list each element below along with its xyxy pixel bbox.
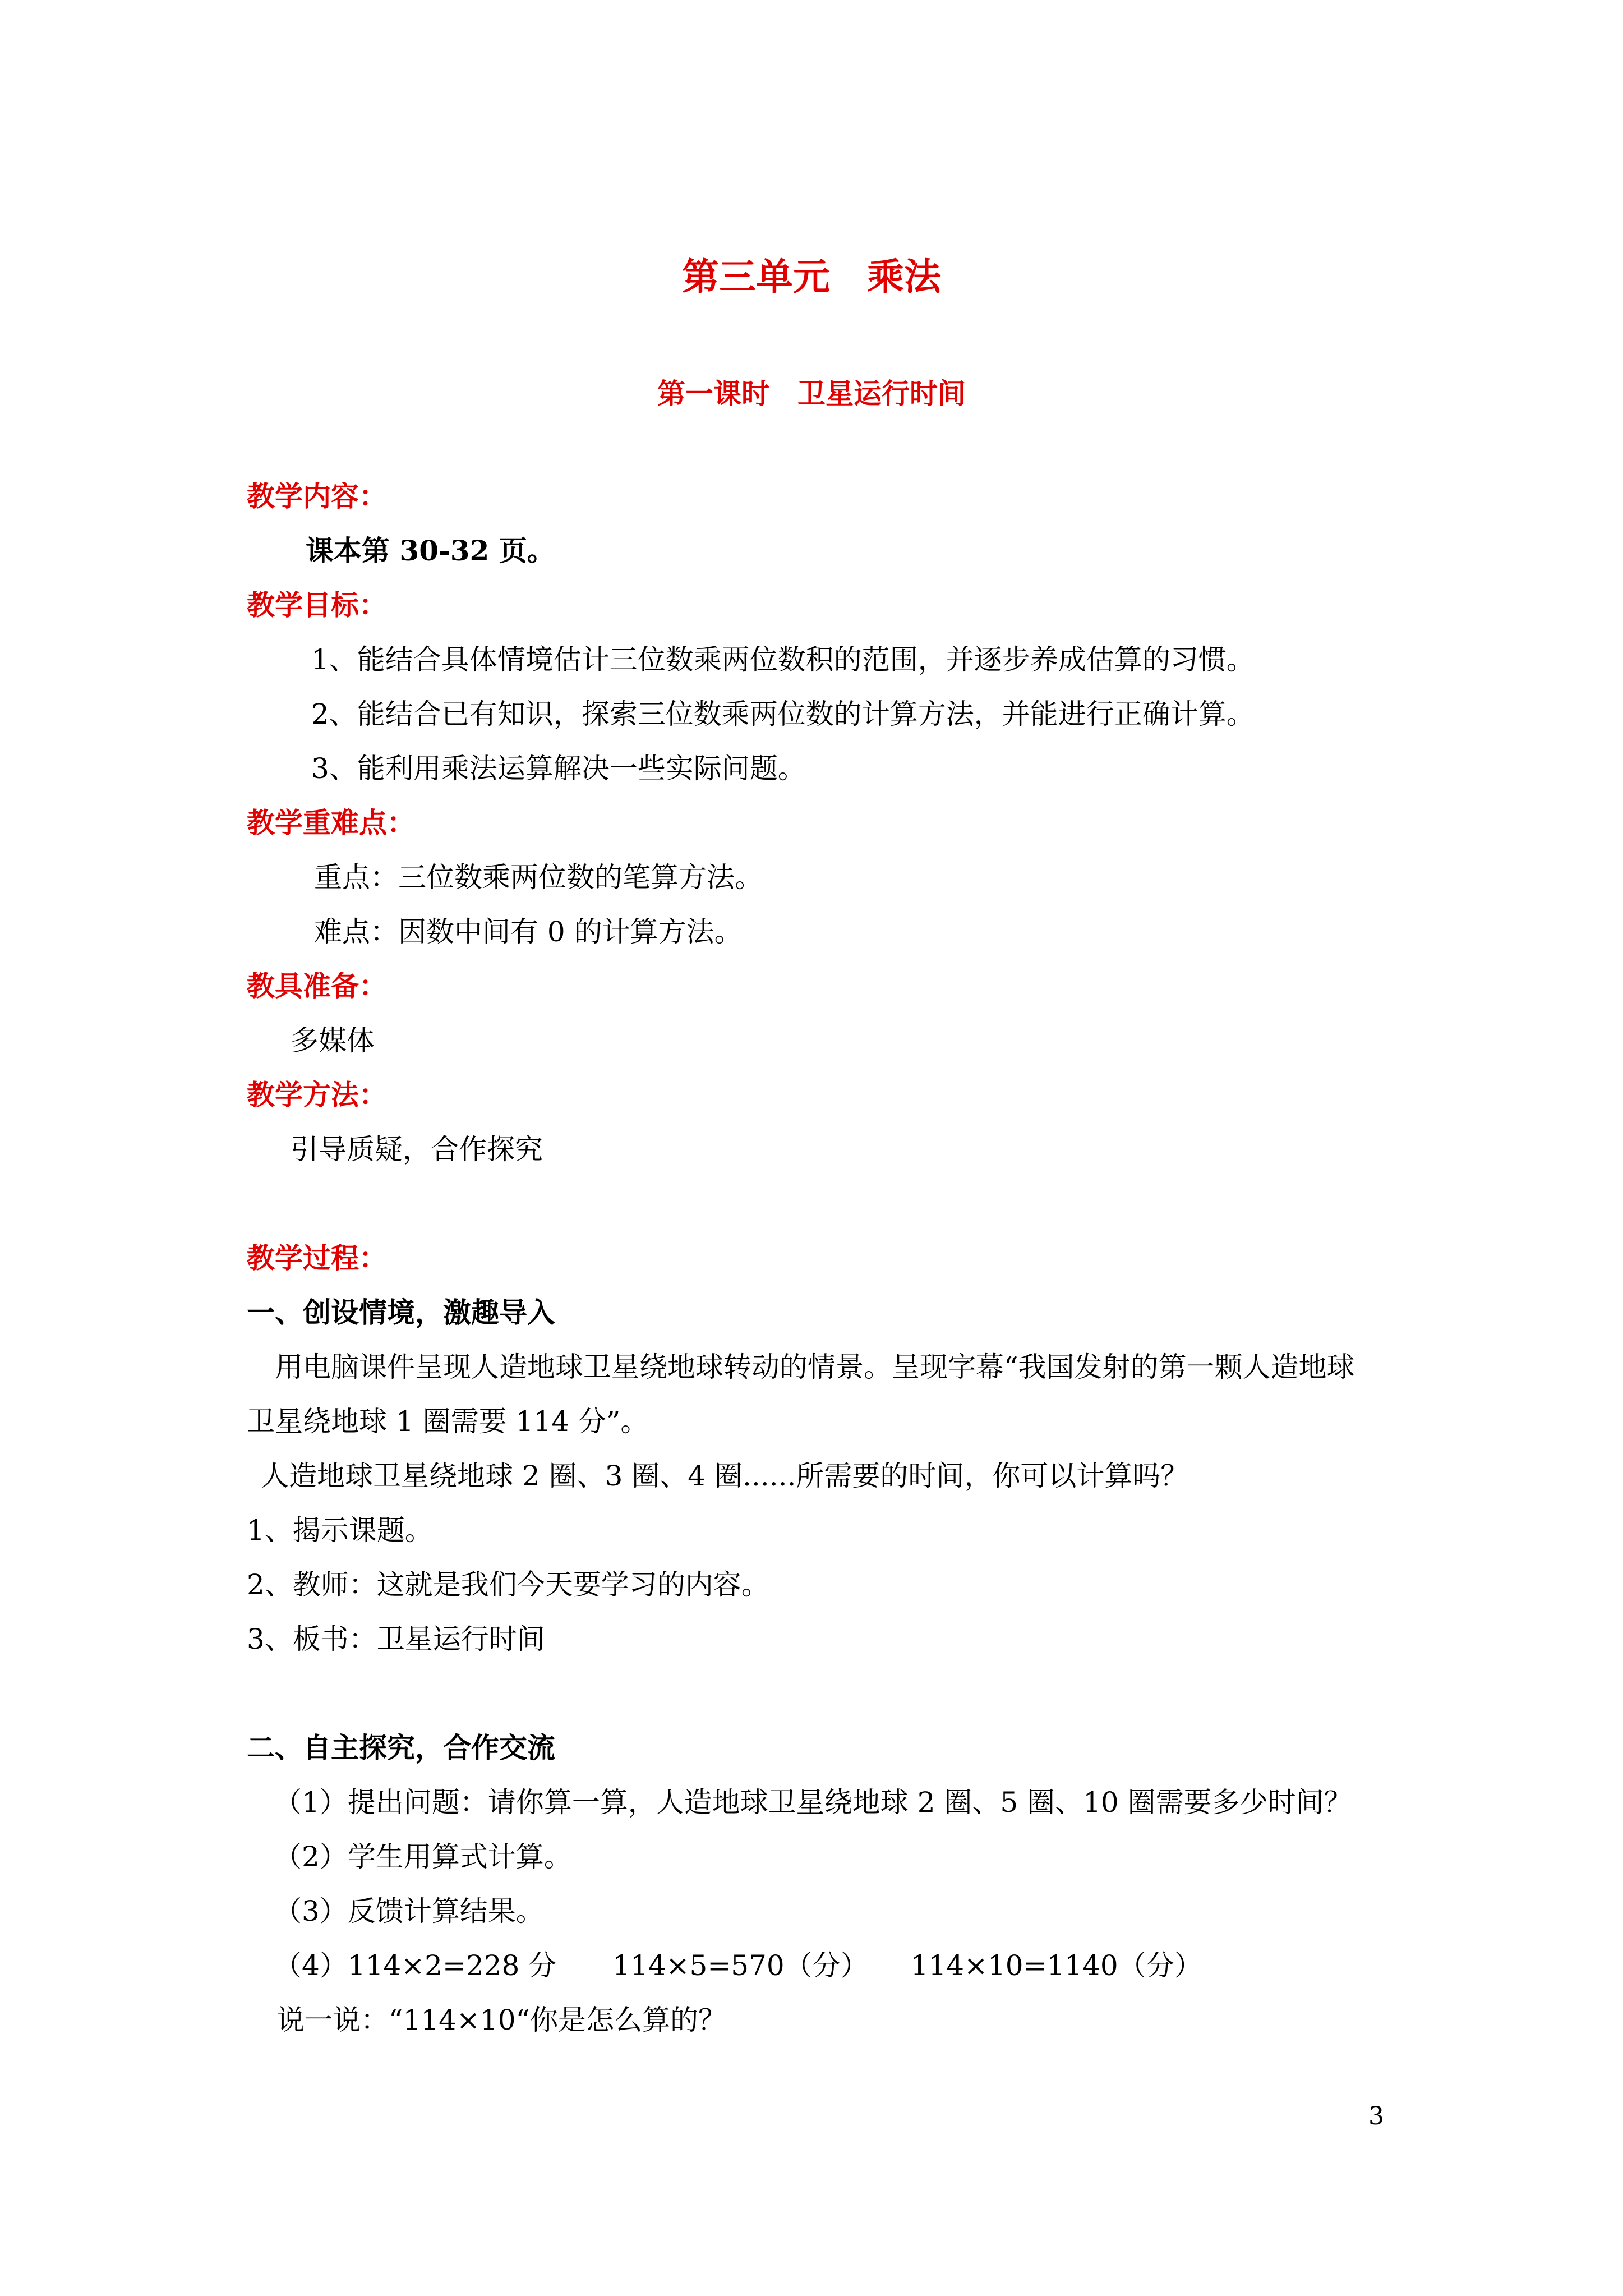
sub-item-3: （3）反馈计算结果。	[274, 1895, 544, 1927]
difficult-point: 难点：因数中间有 0 的计算方法。	[314, 915, 743, 948]
step-1-item: 1、揭示课题。	[247, 1514, 433, 1547]
sub-item-2: （2）学生用算式计算。	[274, 1841, 572, 1873]
section-heading-key-points: 教学重难点：	[247, 806, 415, 839]
section-heading-methods: 教学方法：	[247, 1078, 387, 1111]
objective-3: 3、能利用乘法运算解决一些实际问题。	[311, 752, 806, 785]
content-text: 课本第 30-32 页。	[306, 534, 555, 567]
question-text: 人造地球卫星绕地球 2 圈、3 圈、4 圈......所需要的时间，你可以计算吗？	[261, 1460, 1189, 1492]
objective-2: 2、能结合已有知识，探索三位数乘两位数的计算方法，并能进行正确计算。	[311, 698, 1255, 730]
section-heading-content: 教学内容：	[247, 480, 387, 513]
sub-item-1: （1）提出问题：请你算一算，人造地球卫星绕地球 2 圈、5 圈、10 圈需要多少时间？	[274, 1786, 1352, 1819]
page-number: 3	[1368, 2102, 1384, 2131]
paragraph-intro-line-2: 卫星绕地球 1 圈需要 114 分”。	[247, 1405, 649, 1438]
sub-item-4-calculations: （4）114×2=228 分 114×5=570（分） 114×10=1140（分）	[274, 1949, 1202, 1982]
section-heading-process: 教学过程：	[247, 1241, 387, 1274]
step-two-heading: 二、自主探究，合作交流	[247, 1731, 555, 1764]
materials-text: 多媒体	[291, 1024, 375, 1057]
unit-title: 第三单元 乘法	[682, 255, 941, 298]
methods-text: 引导质疑，合作探究	[291, 1133, 543, 1166]
paragraph-intro-line-1: 用电脑课件呈现人造地球卫星绕地球转动的情景。呈现字幕“我国发射的第一颗人造地球	[275, 1351, 1355, 1383]
step-one-heading: 一、创设情境，激趣导入	[247, 1296, 555, 1329]
lesson-subtitle: 第一课时 卫星运行时间	[657, 377, 966, 410]
discussion-prompt: 说一说：“114×10“你是怎么算的？	[276, 2004, 727, 2036]
key-point: 重点：三位数乘两位数的笔算方法。	[314, 861, 763, 894]
step-3-item: 3、板书：卫星运行时间	[247, 1623, 545, 1655]
section-heading-materials: 教具准备：	[247, 969, 387, 1002]
step-2-item: 2、教师：这就是我们今天要学习的内容。	[247, 1568, 769, 1601]
section-heading-objectives: 教学目标：	[247, 588, 387, 622]
objective-1: 1、能结合具体情境估计三位数乘两位数积的范围，并逐步养成估算的习惯。	[311, 643, 1255, 676]
